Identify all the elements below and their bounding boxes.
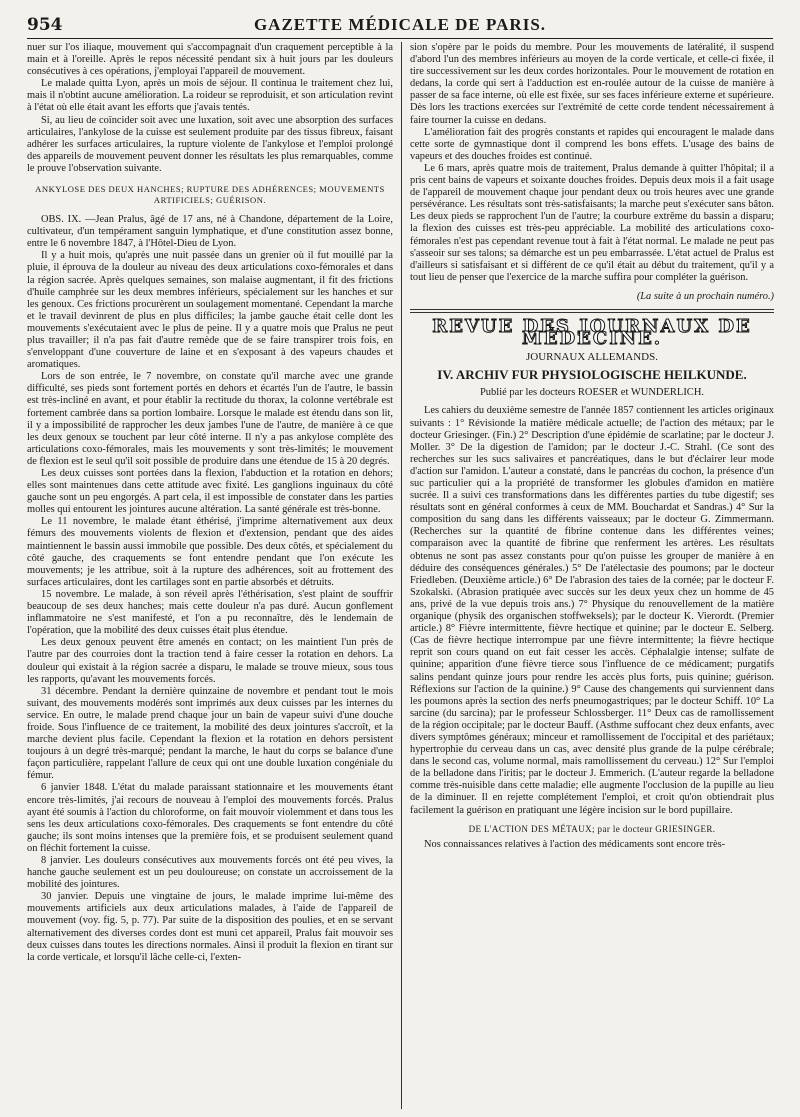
section-title: REVUE DES JOURNAUX DE MÉDECINE. [432, 315, 752, 350]
page-header [27, 12, 773, 39]
observation-intro: OBS. IX. —Jean Pralus, âgé de 17 ans, né à Chandone, département de la Loire, cultivateur, d'un tempérament sanguin lymphatique, et d'une constitution assez bonne, entre le 6 novembre 1847, à l'Hôtel-Dieu de Lyon. [27, 214, 393, 250]
paragraph: 6 janvier 1848. L'état du malade paraissant stationnaire et les mouvements étant encore très-limités, j'ai recours de nouveau à l'emploi des mouvements forcés. Pralus ayant été soumis à l'action du chloroforme, on fait mouvoir violemment et dans tous les sens les deux articulations coxo-fémorales. Des craquements se font entendre du côté gauche; ils sont moins intenses que la première fois, et se produisent seulement quand on fléchit fortement la cuisse. [27, 782, 393, 854]
observation-heading: ANKYLOSE DES DEUX HANCHES; RUPTURE DES ADHÉRENCES; MOUVEMENTS ARTIFICIELS; GUÉRISON. [35, 184, 385, 206]
paragraph: 30 janvier. Depuis une vingtaine de jours, le malade imprime lui-même des mouvements artificiels aux deux articulations malades, à l'aide de l'appareil de mouvement (voy. fig. 5, p. 77). Par suite de la disposition des poulies, et en se servant alternativement des diverses cordes dont est muni cet appareil, Pralus fait mouvoir ses deux cuisses dans toutes les directions normales. Ainsi il produit la flexion en tirant sur la corde verticale, et lorsqu'il lâche celle-ci, l'exten- [27, 891, 393, 963]
paragraph: Il y a huit mois, qu'après une nuit passée dans un grenier où il fut mouillé par la pluie, il éprouva de la douleur au niveau des deux articulations coxo-fémorales et dans la région sacrée. Après quelques semaines, son malaise augmentant, il fit des frictions d'huile camphrée sur les deux membres inférieurs, spécialement sur les hanches et sur les genoux. Ces frictions procurèrent un soulagement momentané. Cependant la marche et le travail devinrent de plus en plus difficiles; la jambe gauche était celle dont les mouvements s'exécutaient avec le plus de peine. Il y a quatre mois que Pralus ne peut plus travailler; il n'a pas fait d'autre remède que de se faire transpirer trois fois, en s'enveloppant d'une couverture de laine et en s'exposant à des vapeurs chaudes et aromatiques. [27, 250, 393, 371]
page-number: 954 [27, 15, 63, 35]
paragraph: Lors de son entrée, le 7 novembre, on constate qu'il marche avec une grande difficulté, ses pieds sont fortement portés en dehors et écartés l'un de l'autre, le bassin est très-incliné en avant, et pour établir la rectitude du thorax, la colonne vertébrale est fortement cambrée dans sa portion lombaire. Lorsque le malade est étendu dans son lit, il y a impossibilité de rapprocher les deux jambes l'une de l'autre, de manière à ce que les deux genoux se touchent par leur côté interne. Il n'y a pas ankylose complète des articulations coxo-fémorales, mais les mouvements y sont très-limités; le mouvement de flexion est le seul qu'il soit possible de produire dans une étendue de 15 à 20 degrés. [27, 371, 393, 467]
paragraph: sion s'opère par le poids du membre. Pour les mouvements de latéralité, il suspend d'abord l'un des membres inférieurs au moyen de la corde verticale, et celle-ci fixée, il tire successivement sur les deux cordes horizontales. Pour le mouvement de rotation en dedans, la corde qui sert à l'adduction est en-roulée autour de la cuisse de manière à passer de sa face interne, où elle est fixée, sur ses faces inférieure externe et supérieure. Dès lors les tractions exercées sur l'extrémité de cette corde tendent nécessairement à faire tourner la cuisse en dedans. [410, 42, 774, 126]
section-subtitle: JOURNAUX ALLEMANDS. [525, 351, 658, 364]
paragraph: Le 11 novembre, le malade étant éthérisé, j'imprime alternativement aux deux fémurs des mouvements violents de flexion et d'extension, pendant que des aides maintiennent le bassin aussi immobile que possible. Des deux côtés, et spécialement du côté gauche, des craquements se font entendre pendant que l'on exécute les mouvements; je les attribue, soit à la rupture des adhérences, soit au frottement des surfaces articulaires, dont les cartilages sont en partie absorbés et détruits. [27, 516, 393, 588]
paragraph: Les cahiers du deuxième semestre de l'année 1857 contiennent les articles originaux suivants : 1° Révisionde la matière médicale actuelle; de l'action des métaux; par le docteur Griesinger. (Fin.) 2° Description d'une épidémie de scarlatine; par le docteur J. Moller. 3° De la digestion de l'amidon; par le docteur J.-C. Strahl. (Ce sont des recherches sur les sucs salivaires et pancréatiques, dans le but d'éclairer leur mode d'action sur l'amidon. L'auteur a constaté, dans le pancréas du cochon, la présence d'un suc particulier qui a la propriété de transformer les globules d'amidon en matière sucrée. Il a suivi ces transformations dans les différentes parties du tube digestif; ses résultats sont en général conformes à ceux de MM. Bouchardat et Sandras.) 4° Sur la composition du sang dans les différents vaisseaux; par le docteur G. Zimmermann. (Recherches sur la quantité de fibrine contenue dans les différentes veines; comparaison avec la quantité de fibrine que renferment les artères. Les résultats obtenus ne sont pas assez constants pour qu'on puisse les grouper de manière à en déduire des conséquences générales.) 5° De l'atélectasie des poumons; par le docteur Friedleben. (Deuxième article.) 6° De l'abrasion des taies de la cornée; par le docteur F. Szokalski. (Abrasion pratiquée avec succès sur les deux yeux chez un homme de 45 ans, privé de la vue depuis trois ans.) 7° Physique du renouvellement de la matière organique (physik des organischen stoffweksels); par le docteur K. Vierordt. (Premier article.) 8° Fièvre intermittente, fièvre hectique et quinine; par le docteur E. Selberg. (Cas de fièvre hectique interrompue par une fièvre intermittente; la fièvre hectique reprit son cours quand on eut fait cesser les accès. Céphalalgie intense; sulfate de quinine; apparition d'une fièvre tierce sous l'influence de ce médicament; purgatifs salins pendant quinze jours pour rendre les accès plus forts, puis quinine; guérison. Réflexions sur l'action de la quinine.) 9° Cause des changements qui surviennent dans les poumons après la section des nerfs pneumogastriques; par le docteur Schiff. 10° La sarcine (du sarcina); par le professeur Schlossberger. 11° Deux cas de ramollissement de la région occipitale; par le docteur Bauff. (Asthme suffocant chez deux enfants, avec divers symptômes généraux; minceur et ramollissement de l'occipital et des pariétaux; hypertrophie du cerveau dans un cas, avec densité plus grande de la pulpe cérébrale; dans le second cas, volume normal, mais ramollissement du cerveau.) 12° Sur l'emploi de la belladone dans l'iritis; par le docteur J. Emmerich. (L'auteur regarde la belladone comme très-nuisible dans cette maladie; elle augmente l'occlusion de la pupille au lieu de la diminuer. Il en rejette complétement l'emploi, et croit qu'on obtiendrait plus facilement la guérison en pratiquant une légère incision sur le bord pupillaire. [410, 405, 774, 816]
right-column [410, 42, 774, 1109]
continued-note: (La suite à un prochain numéro.) [636, 290, 774, 302]
paragraph: nuer sur l'os iliaque, mouvement qui s'accompagnait d'un craquement perceptible à la main et à l'oreille. Après le repos nécessité pendant six à huit jours par les douleurs consécutives à ces opérations, j'employai l'appareil de mouvement. [27, 42, 393, 78]
paragraph: L'amélioration fait des progrès constants et rapides qui encouragent le malade dans cette sorte de gymnastique dont il comprend les bons effets. L'usage des bains de vapeurs et des douches froides est continué. [410, 126, 774, 162]
paragraph: Le 6 mars, après quatre mois de traitement, Pralus demande à quitter l'hôpital; il a pris cent bains de vapeurs et soixante douches froides. Depuis deux mois il a fait usage de l'appareil de mouvement chaque jour pendant deux ou trois heures avec une grande persévérance. Les résultats sont très-satisfaisants; la marche peut s'exécuter sans bâton. Les deux pieds se rapprochent l'un de l'autre; la courbure extrême du bassin a disparu; la flexion des cuisses est très-peu appréciable. La mobilité des articulations coxo-fémorales n'est pas cependant revenue tout à fait à l'état normal. Le malade ne peut pas s'asseoir sur ses talons; sa démarche est un peu embarrassée. L'état actuel de Pralus est d'ailleurs si satisfaisant et si différent de ce qu'il était au début du traitement, qu'il y a tout lieu de penser que l'exercice de la marche suffira pour compléter la guérison. [410, 162, 774, 283]
subsection-heading: DE L'ACTION DES MÉTAUX; par le docteur GRIESINGER. [468, 823, 716, 834]
paragraph: 15 novembre. Le malade, à son réveil après l'éthérisation, s'est plaint de souffrir beaucoup de ses deux hanches; mais cette douleur n'a pas duré. Aucun gonflement inflammatoire ne s'est manifesté, et l'on a pu reconnaître, dès le lendemain de l'opération, que la mobilité des deux cuisses était plus étendue. [27, 588, 393, 637]
left-column [27, 42, 393, 1109]
journal-title: GAZETTE MÉDICALE DE PARIS. [253, 15, 547, 34]
paragraph: Les deux cuisses sont portées dans la flexion, l'abduction et la rotation en dehors; elles sont maintenues dans cette attitude avec fixité. Les ganglions inguinaux du côté gauche sont un peu engorgés. A part cela, il est impossible de constater dans les parties molles qui entourent les jointures aucune altération. La santé générale est très-bonne. [27, 468, 393, 516]
column-divider [401, 42, 402, 1109]
paragraph: Les deux genoux peuvent être amenés en contact; on les maintient l'un près de l'autre par des courroies dont la traction tend à faire cesser la rotation en dehors. La douleur qui existait à la région sacrée a disparu, le malade se trouve mieux, sous tous les rapports, qu'avant les mouvements forcés. [27, 637, 393, 685]
paragraph: Nos connaissances relatives à l'action des médicaments sont encore très- [424, 838, 726, 850]
article-title: IV. ARCHIV FUR PHYSIOLOGISCHE HEILKUNDE. [437, 367, 747, 383]
article-byline: Publié par les docteurs ROESER et WUNDERLICH. [479, 387, 705, 399]
section-rule [410, 309, 774, 313]
paragraph: Si, au lieu de coïncider soit avec une luxation, soit avec une absorption des surfaces articulaires, l'ankylose de la cuisse est seulement produite par des tissus fibreux, faisant adhérer les surfaces articulaires, la rupture violente de l'ankylose et l'emploi prolongé des appareils de mouvement peuvent donner les résultats les plus remarquables, comme le prouve l'observation suivante. [27, 114, 393, 174]
paragraph: Le malade quitta Lyon, après un mois de séjour. Il continua le traitement chez lui, mais il n'obtint aucune amélioration. La roideur se reproduisit, et son articulation revint à l'état où elle était avant les efforts que j'avais tentés. [27, 78, 393, 114]
paragraph: 31 décembre. Pendant la dernière quinzaine de novembre et pendant tout le mois suivant, des mouvements modérés sont imprimés aux deux cuisses par les internes du service. En outre, le malade prend chaque jour un bain de vapeur suivi d'une douche froide. Sous l'influence de ce traitement, la mobilité des deux jointures s'accroît, et la marche devient plus facile. Cependant la flexion et la rotation en dehors persistent toujours à un degré très-marqué; pendant la marche, le haut du corps se balance d'une façon particulière, rappelant l'allure de ceux qui ont une double luxation congéniale du fémur. [27, 685, 393, 782]
paragraph: 8 janvier. Les douleurs consécutives aux mouvements forcés ont été peu vives, la hanche gauche seulement est un peu douloureuse; on constate un accroissement de la mobilité des jointures. [27, 855, 393, 891]
